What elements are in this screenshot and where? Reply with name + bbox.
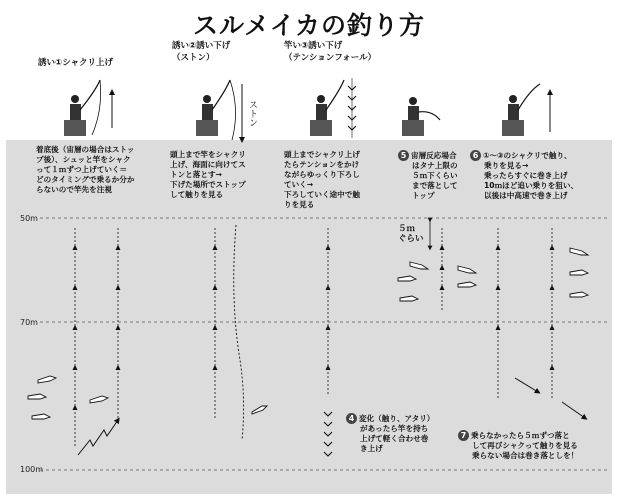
- step-6-badge: 6: [470, 150, 481, 161]
- header-3-sub: （テンションフォール）: [284, 53, 377, 63]
- text-block-1: 着底後（宙層の場合はストッ プ後）、シュッと竿をシャク って１ｍずつ上げていく＝ どのタイミングで乗るか分か らないので竿先を注視: [36, 145, 135, 194]
- header-3: 竿い③誘い下げ: [284, 41, 343, 51]
- rig-line-2a: [213, 228, 217, 420]
- rig-line-1b: [116, 228, 120, 420]
- zigzag-arrow: [78, 420, 118, 455]
- stone-vertical-label: ストン: [247, 100, 257, 127]
- text-block-7: 7 乗らなかったら５ｍずつ落と して再びシャクって触りを見る 乗らない場合は巻き落としを！: [458, 430, 608, 461]
- step-4-badge: 4: [346, 413, 357, 424]
- rig-line-2b: [234, 225, 244, 440]
- depth-label-100m: 100m: [20, 465, 44, 474]
- page-title: スルメイカの釣り方: [192, 11, 425, 40]
- header-2-sub: （ストン）: [172, 53, 215, 63]
- rig-line-5: [430, 220, 444, 310]
- text-block-6: 6 ①〜③のシャクリで触り、 乗りを見る→ 乗ったらすぐに巻き上げ 10ｍほど追い乗りを狙い、 以後は中高速で巻き上げ: [470, 150, 610, 201]
- step-5-badge: 5: [398, 150, 409, 161]
- text-block-2: 頭上まで竿をシャクリ 上げ、海面に向けてス トンと落とす→ 下げた場所でストップ して触りを見る: [170, 150, 246, 199]
- rig-line-1a: [73, 228, 77, 448]
- squid-group-right: [252, 248, 588, 414]
- text-block-4: 4 変化（触り、アタリ） があったら竿を持ち 上げて軽く合わせ巻 き上げ: [346, 413, 456, 454]
- depth-label-50m: 50m: [20, 214, 38, 223]
- depth-label-70m: 70m: [20, 318, 38, 327]
- five-m-label: ５ｍ ぐらい: [398, 224, 424, 244]
- angler-figure-5: [402, 97, 440, 136]
- rig-line-6: [496, 228, 585, 418]
- step-7-badge: 7: [458, 430, 469, 441]
- text-block-3: 頭上までシャクリ上げ たらテンションをかけ ながらゆっくり下ろし ていく→ 下ろしていく途中で触 りを見る: [284, 150, 360, 209]
- angler-figure-2: [196, 80, 258, 140]
- angler-figure-3: [310, 78, 356, 138]
- angler-figure-1: [64, 80, 112, 136]
- header-1: 誘い①シャクリ上げ: [38, 58, 114, 68]
- header-2: 誘い②誘い下げ: [172, 41, 231, 51]
- squid-group-left: [28, 376, 108, 419]
- rig-line-3: [324, 228, 332, 456]
- text-block-5: 5 宙層反応場合 はタナ上限の ５ｍ下くらい まで落として トップ: [398, 150, 478, 201]
- angler-figure-6: [502, 84, 550, 136]
